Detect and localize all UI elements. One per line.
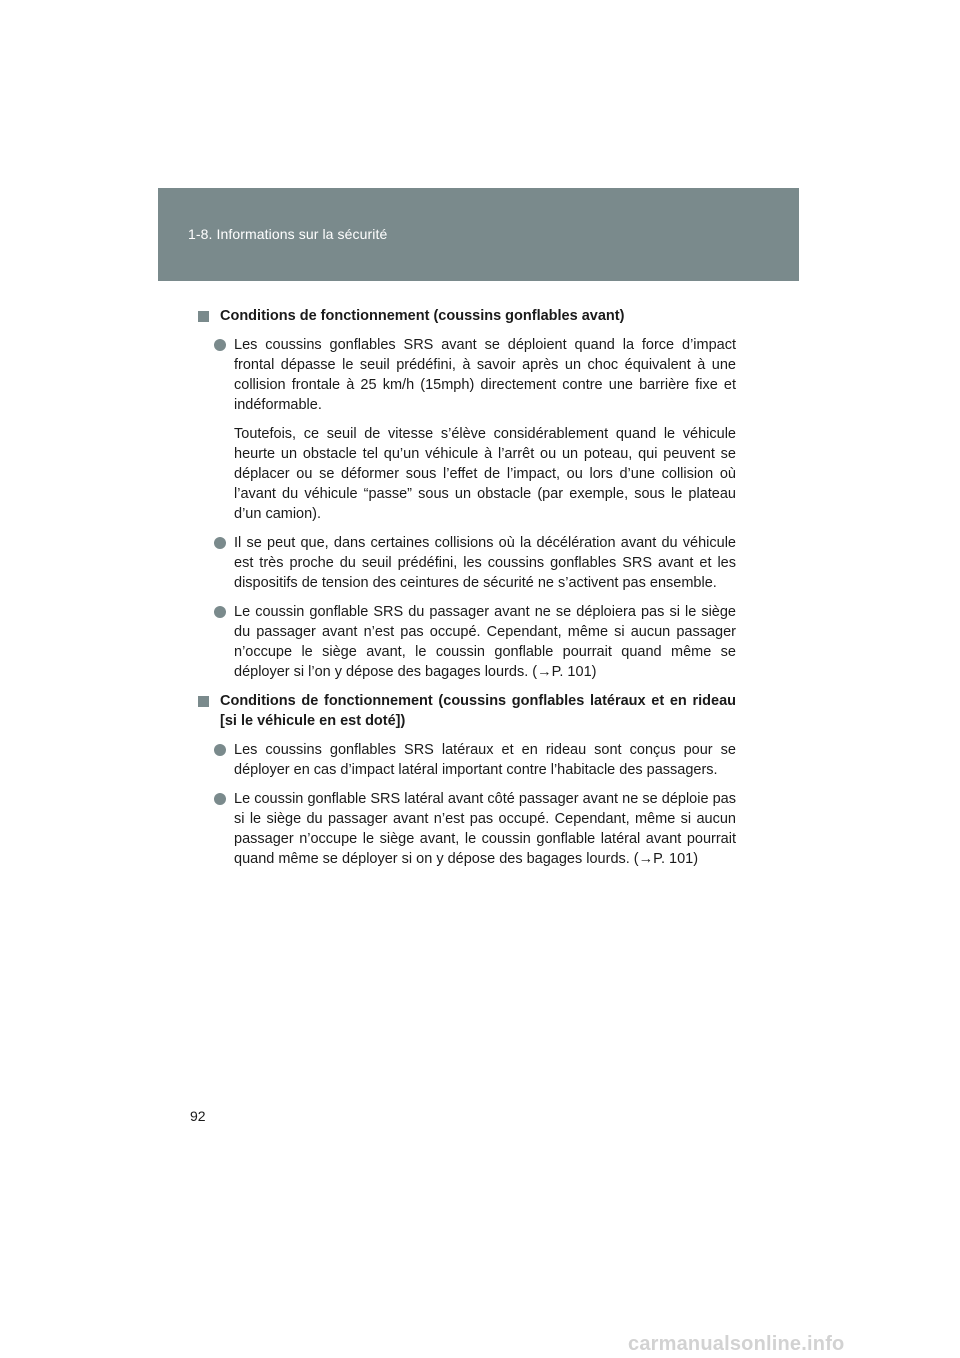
list-item-text: Toutefois, ce seuil de vitesse s’élève considérablement quand le véhicule heurte un obstacle tel qu’un véhicule à l’arrêt ou un poteau, qui peuvent se déplacer ou se déformer sous l’effet de l’impact, ou lors d’une collision où l’avant du véhicule “passe” sous un obstacle (par exemple, sous le plateau d’un camion). xyxy=(234,426,736,522)
circle-bullet-icon xyxy=(214,606,226,618)
list-item xyxy=(214,335,736,524)
list-item xyxy=(214,602,736,682)
list-item-text: Il se peut que, dans certaines collisions où la décélération avant du véhicule est très proche du seuil prédéfini, les coussins gonflables SRS avant et les dispositifs de tension des ceintures de sécurité ne s’activent pas ensemble. xyxy=(234,535,736,591)
section-heading-text: Conditions de fonctionnement (coussins gonflables avant) xyxy=(220,308,625,324)
page-number: 92 xyxy=(190,1108,206,1124)
square-bullet-icon xyxy=(198,311,209,322)
section-header-band xyxy=(158,188,799,281)
list-item-text: Les coussins gonflables SRS latéraux et en rideau sont conçus pour se déployer en cas d’impact latéral important contre l’habitacle des passagers. xyxy=(234,742,736,778)
list-item xyxy=(214,740,736,780)
circle-bullet-icon xyxy=(214,339,226,351)
section-heading xyxy=(198,306,736,326)
page-content xyxy=(198,306,736,878)
list-item-text: Le coussin gonflable SRS latéral avant côté passager avant ne se déploie pas si le siège du passager avant n’est pas occupé. Cependant, même si aucun passager n’occupe le siège avant, le coussin gonflable latéral avant pourrait quand même se déployer si on y dépose des bagages lourds. (→P. 101) xyxy=(234,791,736,867)
section-heading-text: Conditions de fonctionnement (coussins gonflables latéraux et en rideau [si le véhicule en est doté]) xyxy=(220,693,736,729)
watermark: carmanualsonline.info xyxy=(628,1333,845,1355)
circle-bullet-icon xyxy=(214,793,226,805)
circle-bullet-icon xyxy=(214,744,226,756)
list-item xyxy=(214,789,736,869)
list-item-text: Le coussin gonflable SRS du passager avant ne se déploiera pas si le siège du passager avant n’est pas occupé. Cependant, même si aucun passager n’occupe le siège avant, le coussin gonflable pourrait quand même se déployer si l’on y dépose des bagages lourds. (→P. 101) xyxy=(234,604,736,680)
circle-bullet-icon xyxy=(214,537,226,549)
list-item xyxy=(214,533,736,593)
section-heading xyxy=(198,691,736,731)
square-bullet-icon xyxy=(198,696,209,707)
section-title: 1-8. Informations sur la sécurité xyxy=(188,226,388,242)
list-item-text: Les coussins gonflables SRS avant se déploient quand la force d’impact frontal dépasse le seuil prédéfini, à savoir après un choc équivalent à une collision frontale à 25 km/h (15mph) directement contre une barrière fixe et indéformable. xyxy=(234,337,736,413)
